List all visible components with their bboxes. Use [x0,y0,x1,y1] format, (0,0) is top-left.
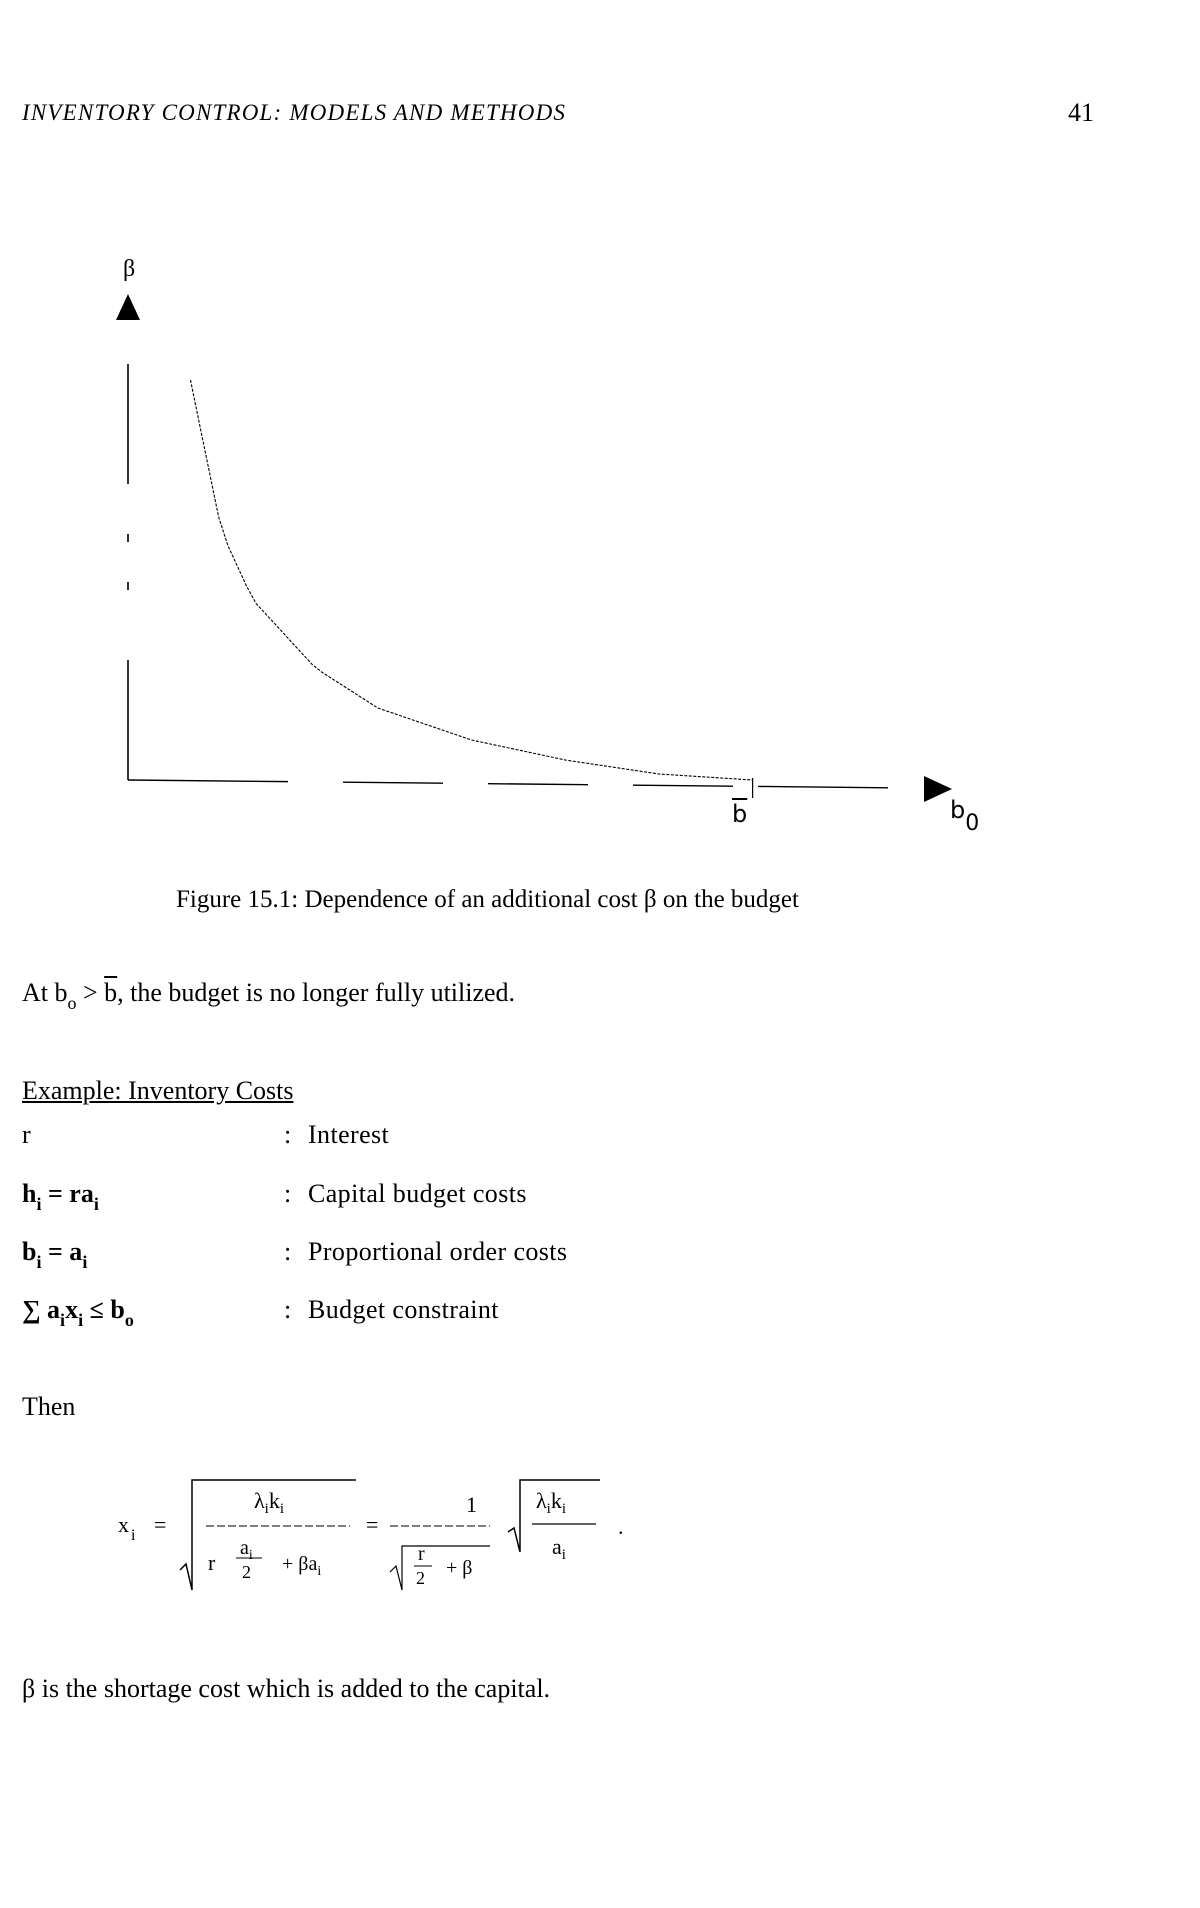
def-description: Interest [308,1120,390,1149]
para-suffix: , the budget is no longer fully utilized. [117,978,516,1007]
final-paragraph: β is the shortage cost which is added to the capital. [22,1674,551,1703]
num2: 1 [466,1492,477,1517]
def-row-capital [22,1179,722,1219]
sqrt-sign-2 [390,1546,490,1590]
formula-period: . [618,1514,624,1539]
def-symbol-formula: $b_i = a_i$ [22,1237,88,1272]
def-description: Budget constraint [308,1295,499,1324]
def-colon: : [284,1237,292,1266]
def-description: Proportional order costs [308,1237,568,1266]
def-description: Capital budget costs [308,1179,527,1208]
den3: $a_i$ [552,1534,566,1563]
page-number: 41 [1068,98,1094,127]
num3: $\lambda_ik_i$ [536,1488,567,1517]
then-label: Then [22,1392,76,1421]
paragraph-budget-note [22,978,516,1013]
den2-rest: + β [446,1557,473,1579]
den2-r: r [418,1543,425,1565]
y-axis-label: β [123,256,136,282]
den1-r: r [208,1550,216,1575]
series-curve-beta [191,380,753,780]
def-colon: : [284,1120,292,1149]
para-b-bar: $\overline{b}$ [104,978,118,1007]
def-colon: : [284,1179,292,1208]
b-bar-text: $\overline{b}$ [732,800,748,828]
figure-caption: Figure 15.1: Dependence of an additional cost β on the budget [176,886,799,913]
def-row-interest [22,1120,722,1160]
def-symbol: r [22,1120,31,1149]
x-axis-label-sub: 0 [965,811,980,836]
running-title: INVENTORY CONTROL: MODELS AND METHODS [22,100,567,125]
x-axis-label [950,796,980,836]
den1-rest: + $\beta a_i$ [282,1553,322,1579]
example-heading: Example: Inventory Costs [22,1076,294,1105]
def-row-order [22,1237,722,1277]
y-axis-arrowhead [116,294,140,320]
def-symbol-formula: $h_i = ra_i$ [22,1179,99,1214]
formula-lhs-sub: i [131,1527,136,1544]
figure-15-1-chart [0,0,1200,880]
b-bar-tick-label [732,800,747,828]
formula-eq-2: = [366,1512,379,1537]
para-gt: > [76,978,105,1007]
den1-ai: $a_i$ [240,1537,253,1563]
def-row-budget [22,1295,722,1335]
formula-lhs-eq: = [154,1512,167,1537]
den2-two: 2 [416,1568,425,1588]
x-axis-label-base: b [950,796,966,824]
num1: $\lambda_ik_i$ [254,1488,285,1517]
def-colon: : [284,1295,292,1324]
para-prefix: At b [22,978,68,1007]
formula-xi [0,1460,700,1600]
para-sub-o: o [67,993,77,1013]
den1-two: 2 [242,1562,251,1582]
x-axis-arrowhead [924,776,952,802]
formula-lhs: x [118,1512,129,1537]
def-symbol-formula: ∑ $a_ix_i \le b_o$ [22,1295,134,1330]
x-axis-line [128,780,910,788]
